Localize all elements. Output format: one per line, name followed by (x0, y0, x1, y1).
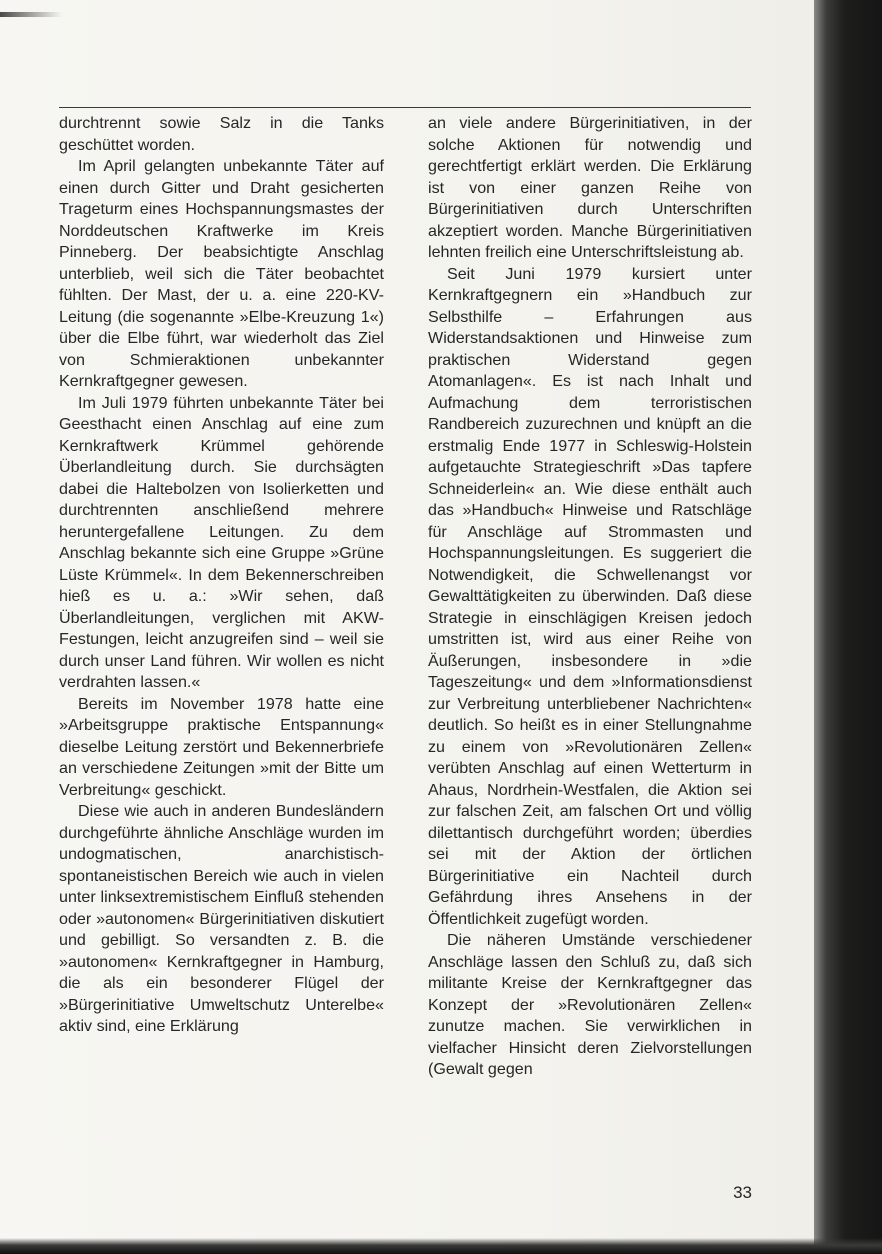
text-column-right (428, 113, 752, 1081)
text-column-left (59, 113, 384, 1038)
paragraph: Bereits im November 1978 hatte eine »Arbeitsgruppe praktische Entspannung« dieselbe Leitung zerstört und Bekennerbriefe an verschiedene Zeitungen »mit der Bitte um Verbreitung« geschickt. (59, 694, 384, 799)
scan-shadow-bottom (0, 1238, 882, 1254)
paragraph: an viele andere Bürgerinitiativen, in der solche Aktionen für notwendig und gerechtfertigt erklärt werden. Die Erklärung ist von einer ganzen Reihe von Bürgerinitiativen durch Unterschriften akzeptiert worden. Manche Bürgerinitiativen lehnten freilich eine Unterschriftsleistung ab. (428, 114, 752, 261)
paragraph: Im April gelangten unbekannte Täter auf einen durch Gitter und Draht gesicherten Trageturm eines Hochspannungsmastes der Norddeutschen Kraftwerke im Kreis Pinneberg. Der beabsichtigte Anschlag unterblieb, weil sich die Täter beobachtet fühlten. Der Mast, der u. a. eine 220-KV-Leitung (die sogenannte »Elbe-Kreuzung 1«) über die Elbe führt, war wiederholt das Ziel von Schmieraktionen unbekannter Kernkraftgegner gewesen. (59, 157, 384, 390)
header-rule (59, 107, 751, 108)
paragraph: Im Juli 1979 führten unbekannte Täter bei Geesthacht einen Anschlag auf eine zum Kernkraftwerk Krümmel gehörende Überlandleitung durch. Sie durchsägten dabei die Haltebolzen von Isolierketten und durchtrennten anschließend mehrere heruntergefallene Leitungen. Zu dem Anschlag bekannte sich eine Gruppe »Grüne Lüste Krümmel«. In dem Bekennerschreiben hieß es u. a.: »Wir sehen, daß Überlandleitungen, verglichen mit AKW-Festungen, leicht anzugreifen sind – weil sie durch unser Land führen. Wir wollen es nicht verdrahten lassen.« (59, 393, 384, 691)
book-binding-shadow (814, 0, 882, 1254)
scan-shadow-top (0, 12, 62, 17)
page-number: 33 (733, 1183, 752, 1202)
paragraph: Die näheren Umstände verschiedener Anschläge lassen den Schluß zu, daß sich militante Kreise der Kernkraftgegner das Konzept der »Revolutionären Zellen« zunutze machen. Sie verwirklichen in vielfacher Hinsicht deren Zielvorstellungen (Gewalt gegen (428, 931, 752, 1078)
paragraph: durchtrennt sowie Salz in die Tanks geschüttet worden. (59, 114, 384, 154)
paragraph: Seit Juni 1979 kursiert unter Kernkraftgegnern ein »Handbuch zur Selbsthilfe – Erfahrungen aus Widerstandsaktionen und Hinweise zum praktischen Widerstand gegen Atomanlagen«. Es ist nach Inhalt und Aufmachung dem terroristischen Randbereich zuzurechnen und knüpft an die erstmalig Ende 1977 in Schleswig-Holstein aufgetauchte Strategieschrift »Das tapfere Schneiderlein« an. Wie diese enthält auch das »Handbuch« Hinweise und Ratschläge für Anschläge auf Strommasten und Hochspannungsleitungen. Es suggeriert die Notwendigkeit, die Schwellenangst vor Gewalttätigkeiten zu überwinden. Daß diese Strategie in einschlägigen Kreisen jedoch umstritten ist, wird aus einer Reihe von Äußerungen, insbesondere in »die Tageszeitung« und dem »Informationsdienst zur Verbreitung unterbliebener Nachrichten« deutlich. So heißt es in einer Stellungnahme zu einem von »Revolutionären Zellen« verübten Anschlag auf einen Wetterturm in Ahaus, Nordrhein-Westfalen, die Aktion sei zur falschen Zeit, am falschen Ort und völlig dilettantisch durchgeführt worden; überdies sei mit der Aktion der örtlichen Bürgerinitiative ein Nachteil durch Gefährdung ihres Ansehens in der Öffentlichkeit zugefügt worden. (428, 264, 752, 928)
paragraph: Diese wie auch in anderen Bundesländern durchgeführte ähnliche Anschläge wurden im undogmatischen, anarchistisch-spontaneistischen Bereich wie auch in vielen unter linksextremistischem Einfluß stehenden oder »autonomen« Bürgerinitiativen diskutiert und gebilligt. So versandten z. B. die »autonomen« Kernkraftgegner in Hamburg, die als ein besonderer Flügel der »Bürgerinitiative Umweltschutz Unterelbe« aktiv sind, eine Erklärung (59, 802, 384, 1035)
